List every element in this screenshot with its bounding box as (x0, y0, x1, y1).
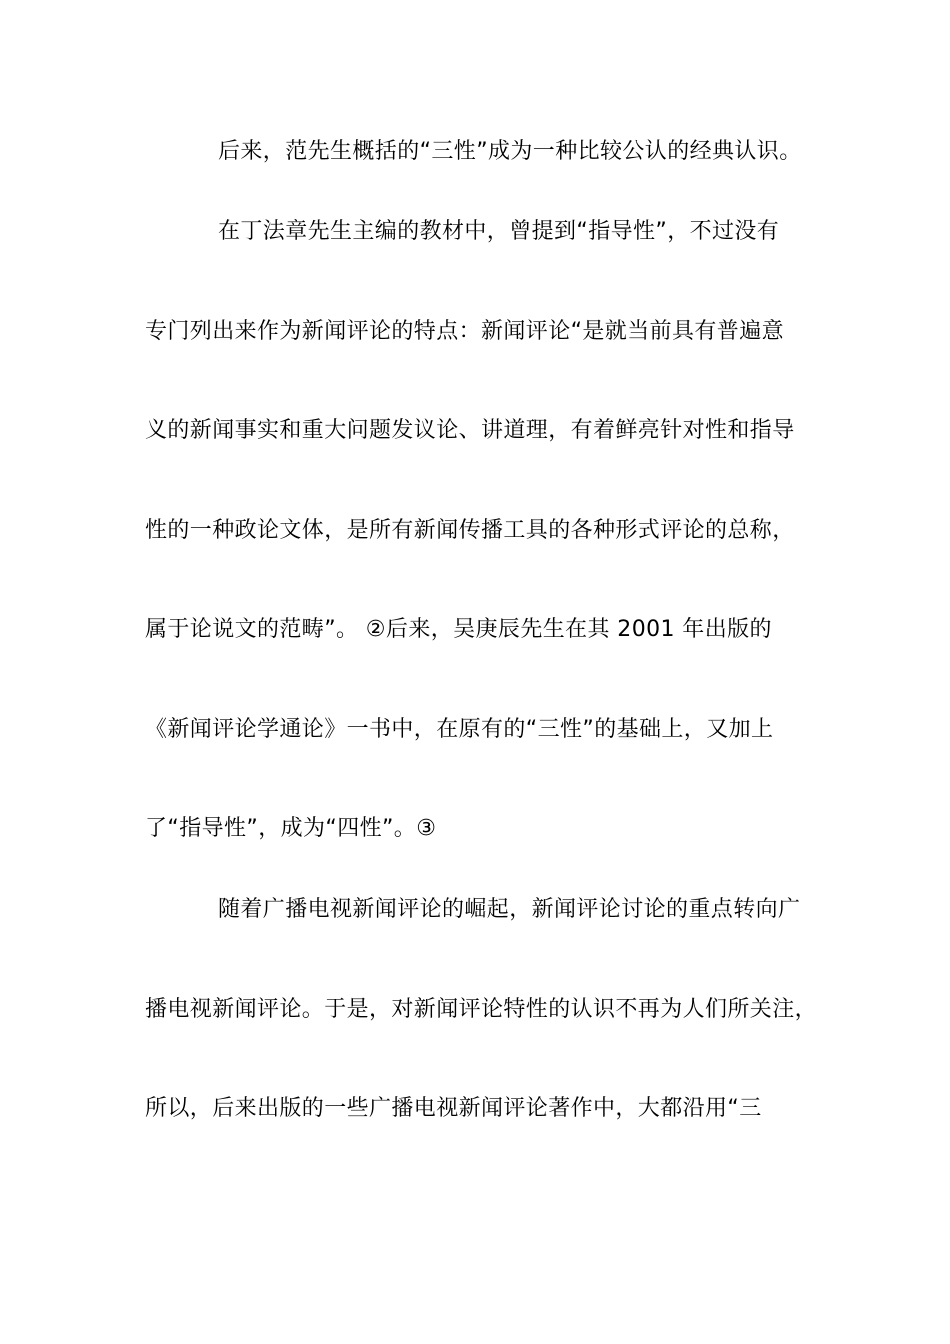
paragraph-2-line-1: 在丁法章先生主编的教材中，曾提到“指导性”，不过没有 (218, 219, 780, 244)
paragraph-3-line-3: 所以，后来出版的一些广播电视新闻评论著作中，大都沿用“三 (145, 1096, 762, 1121)
paragraph-1-line-1: 后来，范先生概括的“三性”成为一种比较公认的经典认识。 (218, 139, 802, 164)
paragraph-2-line-7: 了“指导性”，成为“四性”。③ (145, 816, 437, 841)
paragraph-2-line-4: 性的一种政论文体，是所有新闻传播工具的各种形式评论的总称， (145, 518, 795, 543)
paragraph-2-line-2: 专门列出来作为新闻评论的特点：新闻评论“是就当前具有普遍意 (145, 319, 784, 344)
paragraph-2-line-3: 义的新闻事实和重大问题发议论、讲道理，有着鲜亮针对性和指导 (145, 418, 795, 443)
paragraph-3-line-1: 随着广播电视新闻评论的崛起，新闻评论讨论的重点转向广 (218, 897, 801, 922)
paragraph-2-line-5: 属于论说文的范畴”。 ②后来，吴庚辰先生在其 2001 年出版的 (145, 617, 772, 642)
paragraph-3-line-2: 播电视新闻评论。于是，对新闻评论特性的认识不再为人们所关注， (145, 997, 818, 1022)
paragraph-2-line-6: 《新闻评论学通论》一书中，在原有的“三性”的基础上，又加上 (145, 717, 774, 742)
